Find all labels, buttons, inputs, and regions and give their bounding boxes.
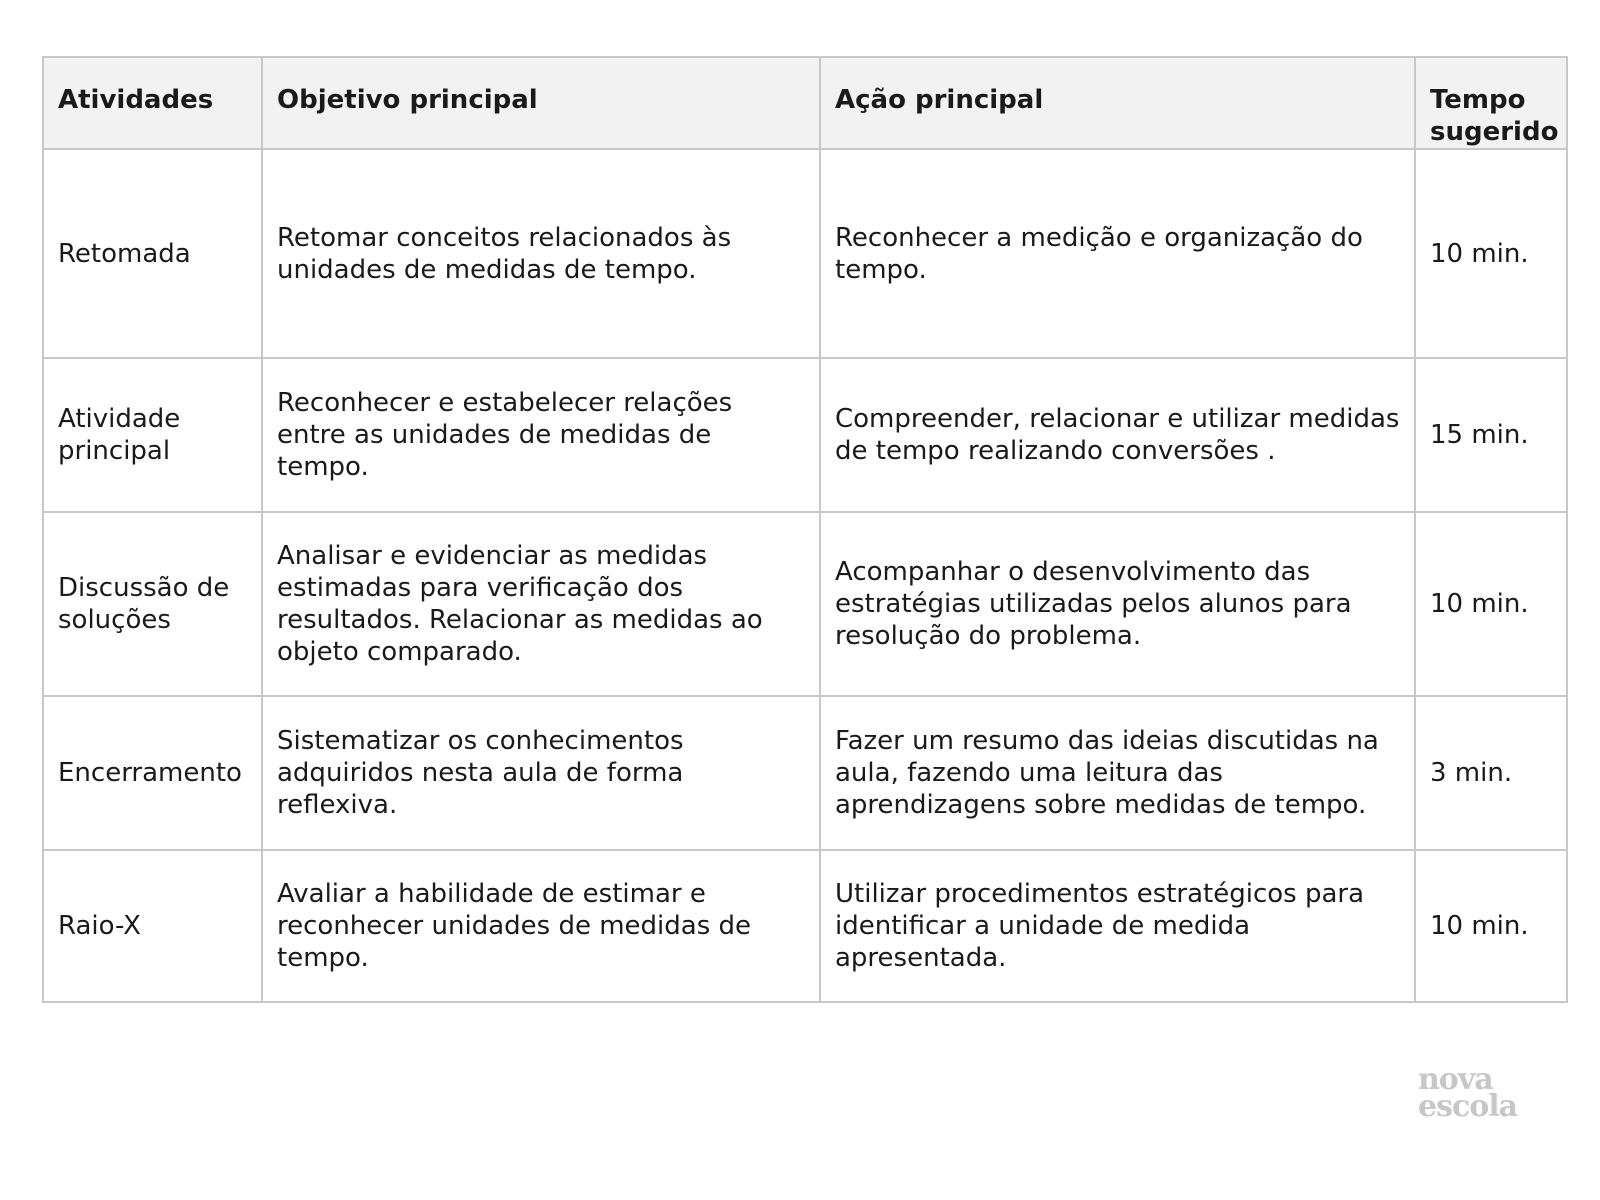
header-objetivo: Objetivo principal: [262, 57, 820, 149]
cell-tempo: 3 min.: [1415, 696, 1567, 850]
cell-atividade: Retomada: [43, 149, 262, 358]
cell-atividade: Encerramento: [43, 696, 262, 850]
cell-objetivo: Analisar e evidenciar as medidas estimadas para verificação dos resultados. Relacionar as medidas ao objeto comparado.: [262, 512, 820, 696]
logo-line-escola: escola: [1418, 1089, 1518, 1124]
cell-objetivo: Reconhecer e estabelecer relações entre as unidades de medidas de tempo.: [262, 358, 820, 512]
cell-tempo: 10 min.: [1415, 149, 1567, 358]
cell-tempo: 15 min.: [1415, 358, 1567, 512]
table-row: [43, 512, 1567, 696]
table-row: [43, 358, 1567, 512]
cell-atividade: Discussão de soluções: [43, 512, 262, 696]
cell-acao: Utilizar procedimentos estratégicos para identificar a unidade de medida apresentada.: [820, 850, 1415, 1002]
header-acao: Ação principal: [820, 57, 1415, 149]
table-row: [43, 149, 1567, 358]
cell-objetivo: Sistematizar os conhecimentos adquiridos nesta aula de forma reflexiva.: [262, 696, 820, 850]
table-row: [43, 850, 1567, 1002]
cell-atividade: Atividade principal: [43, 358, 262, 512]
cell-tempo: 10 min.: [1415, 850, 1567, 1002]
table-row: [43, 696, 1567, 850]
header-tempo: Tempo sugerido: [1415, 57, 1567, 149]
lesson-plan-table: [42, 56, 1568, 1003]
cell-tempo: 10 min.: [1415, 512, 1567, 696]
cell-atividade: Raio-X: [43, 850, 262, 1002]
nova-escola-logo: [1418, 1062, 1518, 1124]
cell-acao: Reconhecer a medição e organização do tempo.: [820, 149, 1415, 358]
table-header-row: [43, 57, 1567, 149]
cell-acao: Compreender, relacionar e utilizar medidas de tempo realizando conversões .: [820, 358, 1415, 512]
cell-objetivo: Retomar conceitos relacionados às unidades de medidas de tempo.: [262, 149, 820, 358]
header-atividades: Atividades: [43, 57, 262, 149]
logo-line-nova: nova: [1418, 1062, 1493, 1097]
cell-objetivo: Avaliar a habilidade de estimar e reconhecer unidades de medidas de tempo.: [262, 850, 820, 1002]
cell-acao: Acompanhar o desenvolvimento das estratégias utilizadas pelos alunos para resolução do problema.: [820, 512, 1415, 696]
cell-acao: Fazer um resumo das ideias discutidas na aula, fazendo uma leitura das aprendizagens sobre medidas de tempo.: [820, 696, 1415, 850]
